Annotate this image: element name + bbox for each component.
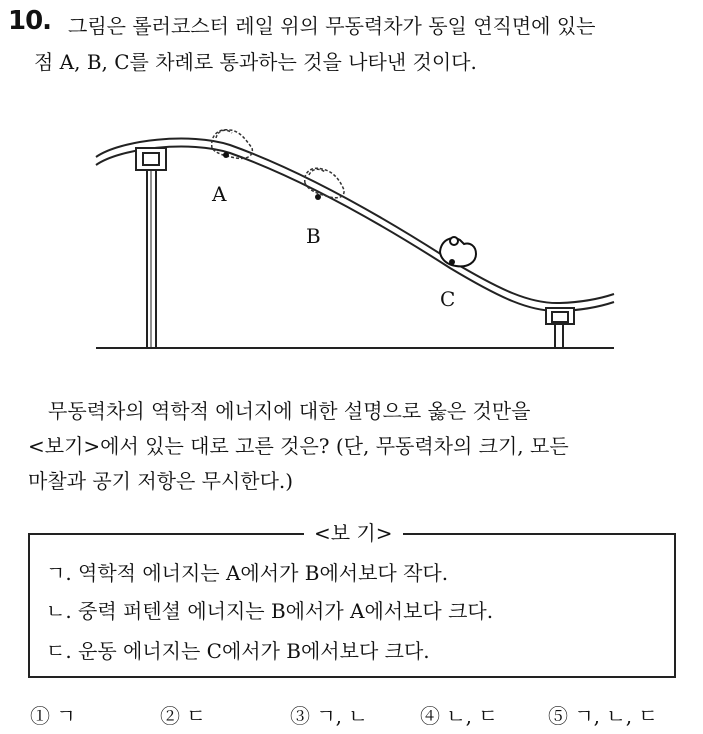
question-number: 10. (8, 6, 52, 36)
point-label-b: B (306, 224, 321, 248)
point-a-marker (223, 152, 229, 158)
point-c-marker (449, 259, 455, 265)
choice-3[interactable]: ③ ㄱ, ㄴ (290, 704, 368, 728)
point-label-c: C (440, 287, 456, 311)
left-support (136, 148, 166, 348)
choice-5[interactable]: ⑤ ㄱ, ㄴ, ㄷ (548, 704, 658, 728)
question-prompt (28, 394, 693, 499)
rail-track (96, 139, 614, 311)
prompt-line-1: 무동력차의 역학적 에너지에 대한 설명으로 옳은 것만을 (48, 399, 531, 423)
bogi-title: <보 기> (304, 518, 403, 548)
choice-1[interactable]: ① ㄱ (30, 704, 76, 728)
choice-2[interactable]: ② ㄷ (160, 704, 206, 728)
prompt-line-2: <보기>에서 있는 대로 고른 것은? (단, 무동력차의 크기, 모든 (28, 434, 569, 458)
prompt-line-3: 마찰과 공기 저항은 무시한다.) (28, 469, 294, 493)
choice-4[interactable]: ④ ㄴ, ㄷ (420, 704, 498, 728)
answer-choices (0, 700, 703, 730)
bogi-item-3: ㄷ. 운동 에너지는 C에서가 B에서보다 크다. (46, 639, 430, 663)
bogi-item-1: ㄱ. 역학적 에너지는 A에서가 B에서보다 작다. (46, 561, 449, 585)
car-c (440, 237, 476, 266)
stem-line-1: 그림은 롤러코스터 레일 위의 무동력차가 동일 연직면에 있는 (68, 14, 596, 38)
point-b-marker (315, 194, 321, 200)
point-label-a: A (212, 182, 227, 206)
bogi-item-2: ㄴ. 중력 퍼텐셜 에너지는 B에서가 A에서보다 크다. (46, 599, 494, 623)
right-support (546, 308, 574, 348)
stem-line-2: 점 A, B, C를 차례로 통과하는 것을 나타낸 것이다. (34, 50, 477, 74)
